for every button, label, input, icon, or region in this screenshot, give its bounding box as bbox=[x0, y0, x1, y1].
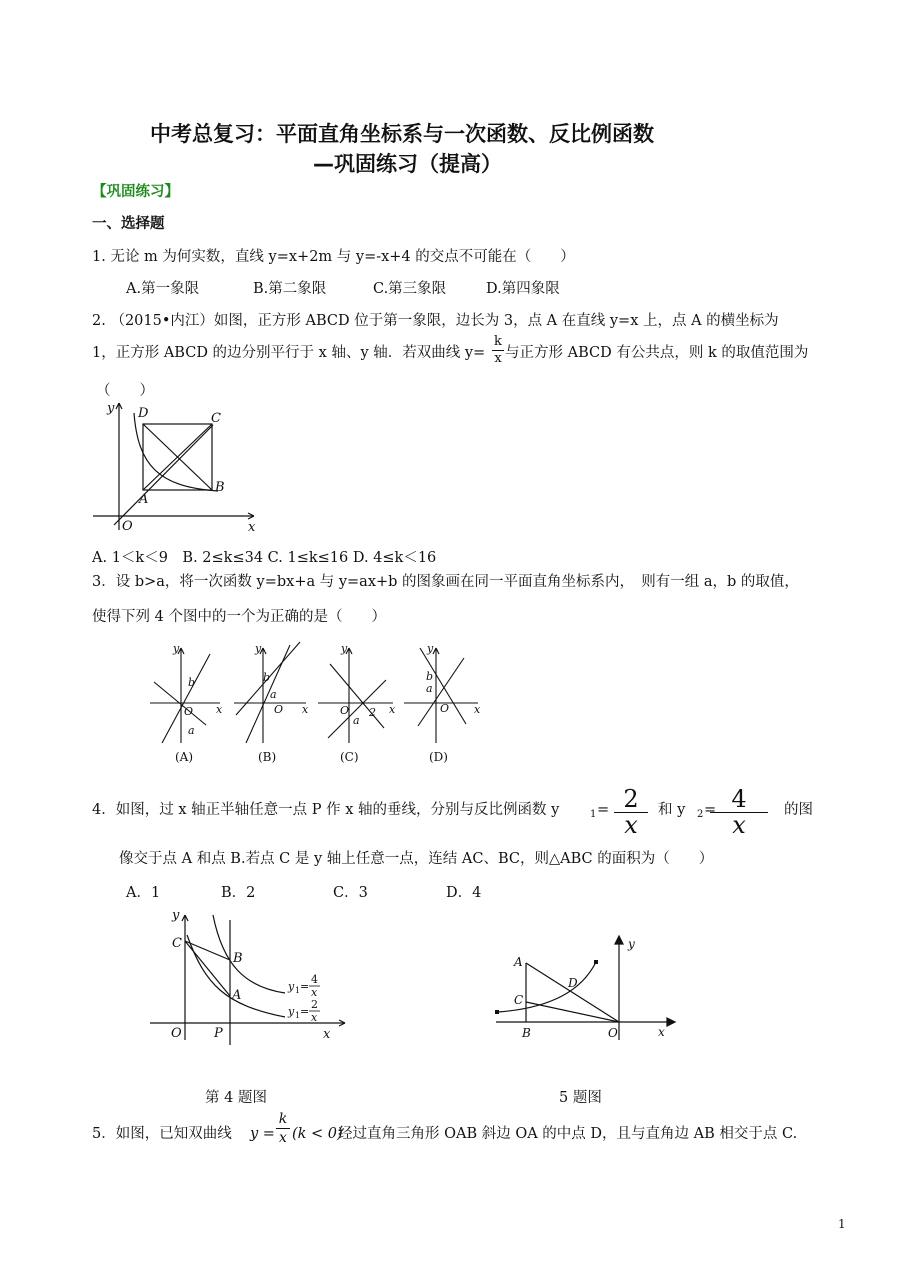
fig5-label-a: A bbox=[514, 955, 523, 969]
q5-before: 5．如图，已知双曲线 bbox=[92, 1126, 232, 1142]
fig4-y1b: y bbox=[288, 1005, 295, 1018]
q5-condition: (k < 0) bbox=[292, 1126, 343, 1142]
q2-frac-den: x bbox=[494, 351, 502, 366]
q1-stem: 1. 无论 m 为何实数，直线 y=x+2m 与 y=-x+4 的交点不可能在（ ） bbox=[92, 249, 575, 265]
q2-line2b: 与正方形 ABCD 有公共点，则 k 的取值范围为 bbox=[505, 345, 809, 361]
fig4-curve-4x bbox=[213, 915, 285, 993]
fig5-y-arrow bbox=[615, 936, 623, 944]
fig4-s1a: 1 bbox=[295, 986, 301, 995]
fig4-d1a: x bbox=[311, 986, 318, 999]
q4-f2-num: 4 bbox=[710, 787, 768, 813]
q1-option-c: C.第三象限 bbox=[373, 281, 447, 297]
q1-option-b: B.第二象限 bbox=[253, 281, 327, 297]
fig4-n1a: 4 bbox=[311, 973, 318, 986]
q5-y-eq: y = bbox=[250, 1126, 275, 1142]
fig4-label-p: P bbox=[214, 1026, 223, 1041]
q3-label-b: (B) bbox=[258, 750, 277, 764]
q3-d-a: a bbox=[426, 682, 433, 695]
q4-fraction2 bbox=[710, 787, 768, 838]
q3-panel-a bbox=[150, 648, 220, 743]
fig5-label-c: C bbox=[514, 993, 524, 1007]
q5-frac-den: x bbox=[279, 1130, 287, 1146]
fig4-label-o: O bbox=[171, 1026, 182, 1041]
q4-option-d: D．4 bbox=[446, 885, 482, 901]
q3-b-o: O bbox=[274, 703, 284, 716]
q3-label-a: (A) bbox=[175, 750, 194, 764]
q4-f1-den: x bbox=[624, 811, 638, 839]
q3-figures bbox=[148, 640, 488, 765]
fig4-eq-b: = bbox=[300, 1005, 310, 1018]
fig4-label-a: A bbox=[232, 988, 242, 1003]
fig4-y1a: y bbox=[288, 980, 295, 993]
q3-d-x: x bbox=[474, 703, 481, 716]
q3-a-b: b bbox=[188, 676, 196, 689]
q3-d-o: O bbox=[440, 702, 450, 715]
fig5-hyperbola bbox=[498, 962, 596, 1012]
q3-c-a: a bbox=[353, 714, 360, 727]
q4-line1a: 4．如图，过 x 轴正半轴任意一点 P 作 x 轴的垂线，分别与反比例函数 y bbox=[92, 802, 560, 818]
q3-d-y: y bbox=[427, 642, 434, 655]
q2-label-d: D bbox=[138, 406, 149, 421]
q5-after: 经过直角三角形 OAB 斜边 OA 的中点 D，且与直角边 AB 相交于点 C. bbox=[338, 1126, 798, 1142]
q3-b-a: a bbox=[270, 688, 277, 701]
fig4-label-c: C bbox=[172, 936, 182, 951]
fig4-label-b: B bbox=[233, 951, 243, 966]
doc-title-line2: —巩固练习（提高） bbox=[313, 152, 502, 176]
q2-line2a: 1，正方形 ABCD 的边分别平行于 x 轴、y 轴．若双曲线 y= bbox=[92, 345, 486, 361]
q3-line2: 使得下列 4 个图中的一个为正确的是（ ） bbox=[92, 609, 386, 625]
q4-eq2: = bbox=[704, 802, 717, 818]
q3-c-2: 2 bbox=[369, 706, 376, 719]
fig4-n1b: 2 bbox=[311, 998, 318, 1011]
q4-option-c: C．3 bbox=[333, 885, 368, 901]
q3-a-y: y bbox=[173, 642, 180, 655]
q2-label-x: x bbox=[248, 520, 256, 535]
page-number: 1 bbox=[838, 1217, 846, 1231]
fig5-label-x: x bbox=[658, 1025, 665, 1039]
q5-fraction bbox=[276, 1110, 290, 1147]
fig4-label-y: y bbox=[172, 908, 180, 923]
q1-option-d: D.第四象限 bbox=[486, 281, 560, 297]
fig5-endpoint-left bbox=[495, 1010, 499, 1014]
q2-label-c: C bbox=[211, 411, 221, 426]
fig4-segment-cb bbox=[185, 941, 230, 960]
q2-label-o: O bbox=[122, 519, 133, 534]
fig5-label-y: y bbox=[628, 937, 635, 951]
fig4-eq-a: = bbox=[300, 980, 310, 993]
doc-title-line1: 中考总复习：平面直角坐标系与一次函数、反比例函数 bbox=[150, 122, 654, 146]
q2-figure bbox=[88, 395, 268, 535]
q3-a-x: x bbox=[216, 703, 223, 716]
section-heading: 一、选择题 bbox=[92, 216, 165, 232]
q3-label-c: (C) bbox=[340, 750, 359, 764]
q2-fraction bbox=[492, 334, 504, 367]
q4-eq1: = bbox=[597, 802, 610, 818]
fig4-s1b: 1 bbox=[295, 1011, 301, 1020]
q3-panel-c bbox=[318, 648, 393, 743]
section-tag: 【巩固练习】 bbox=[92, 184, 179, 200]
q2-options: A. 1＜k＜9 B. 2≤k≤34 C. 1≤k≤16 D. 4≤k＜16 bbox=[92, 550, 437, 566]
q5-figure bbox=[492, 930, 682, 1050]
q3-a-a: a bbox=[188, 724, 195, 737]
q2-hyperbola bbox=[134, 413, 218, 491]
fig5-hypotenuse-oa bbox=[526, 963, 619, 1022]
q4-sub2: 2 bbox=[697, 809, 704, 820]
q2-line3: （ ） bbox=[96, 383, 154, 399]
q3-b-b: b bbox=[263, 671, 271, 684]
caption-fig5: 5 题图 bbox=[559, 1090, 602, 1106]
q4-f1-num: 2 bbox=[614, 787, 648, 813]
q3-a-o: O bbox=[184, 705, 194, 718]
q3-c-x: x bbox=[389, 703, 396, 716]
q1-option-a: A.第一象限 bbox=[126, 281, 200, 297]
q3-line1: 3．设 b>a，将一次函数 y=bx+a 与 y=ax+b 的图象画在同一平面直角坐标系内， 则有一组 a，b 的取值， bbox=[92, 574, 799, 590]
q3-b-x: x bbox=[302, 703, 309, 716]
caption-fig4: 第 4 题图 bbox=[205, 1090, 267, 1106]
fig5-label-b: B bbox=[522, 1026, 531, 1040]
fig4-curve-2x bbox=[187, 935, 285, 1017]
q2-line1: 2. （2015•内江）如图，正方形 ABCD 位于第一象限，边长为 3，点 A 在直线 y=x 上，点 A 的横坐标为 bbox=[92, 313, 779, 329]
q3-c-y: y bbox=[341, 642, 348, 655]
q4-sub1: 1 bbox=[590, 809, 597, 820]
q4-fraction1 bbox=[614, 787, 648, 838]
fig5-label-d: D bbox=[568, 976, 578, 990]
q5-frac-num: k bbox=[276, 1110, 290, 1129]
fig4-label-x: x bbox=[323, 1027, 331, 1042]
fig5-endpoint-right bbox=[594, 960, 598, 964]
q2-label-y: y bbox=[107, 401, 115, 416]
q4-figure bbox=[145, 905, 355, 1045]
q4-tail: 的图 bbox=[784, 802, 813, 818]
q4-f2-den: x bbox=[732, 811, 746, 839]
q3-panel-d bbox=[404, 648, 478, 743]
q3-label-d: (D) bbox=[429, 750, 448, 764]
fig5-x-arrow bbox=[667, 1018, 675, 1026]
fig5-label-o: O bbox=[608, 1026, 618, 1040]
q3-b-y: y bbox=[255, 642, 262, 655]
q4-line2: 像交于点 A 和点 B.若点 C 是 y 轴上任意一点，连结 AC、BC，则△ABC 的面积为（ ） bbox=[119, 851, 714, 867]
q4-and: 和 y bbox=[658, 802, 686, 818]
q2-line-yx bbox=[114, 425, 213, 525]
q4-option-a: A．1 bbox=[126, 885, 161, 901]
q3-d-b: b bbox=[426, 670, 434, 683]
q2-frac-num: k bbox=[492, 334, 504, 351]
q4-option-b: B．2 bbox=[221, 885, 256, 901]
q3-c-o: O bbox=[340, 704, 350, 717]
q2-label-b: B bbox=[215, 480, 225, 495]
q2-label-a: A bbox=[139, 492, 149, 507]
fig4-d1b: x bbox=[311, 1011, 318, 1024]
